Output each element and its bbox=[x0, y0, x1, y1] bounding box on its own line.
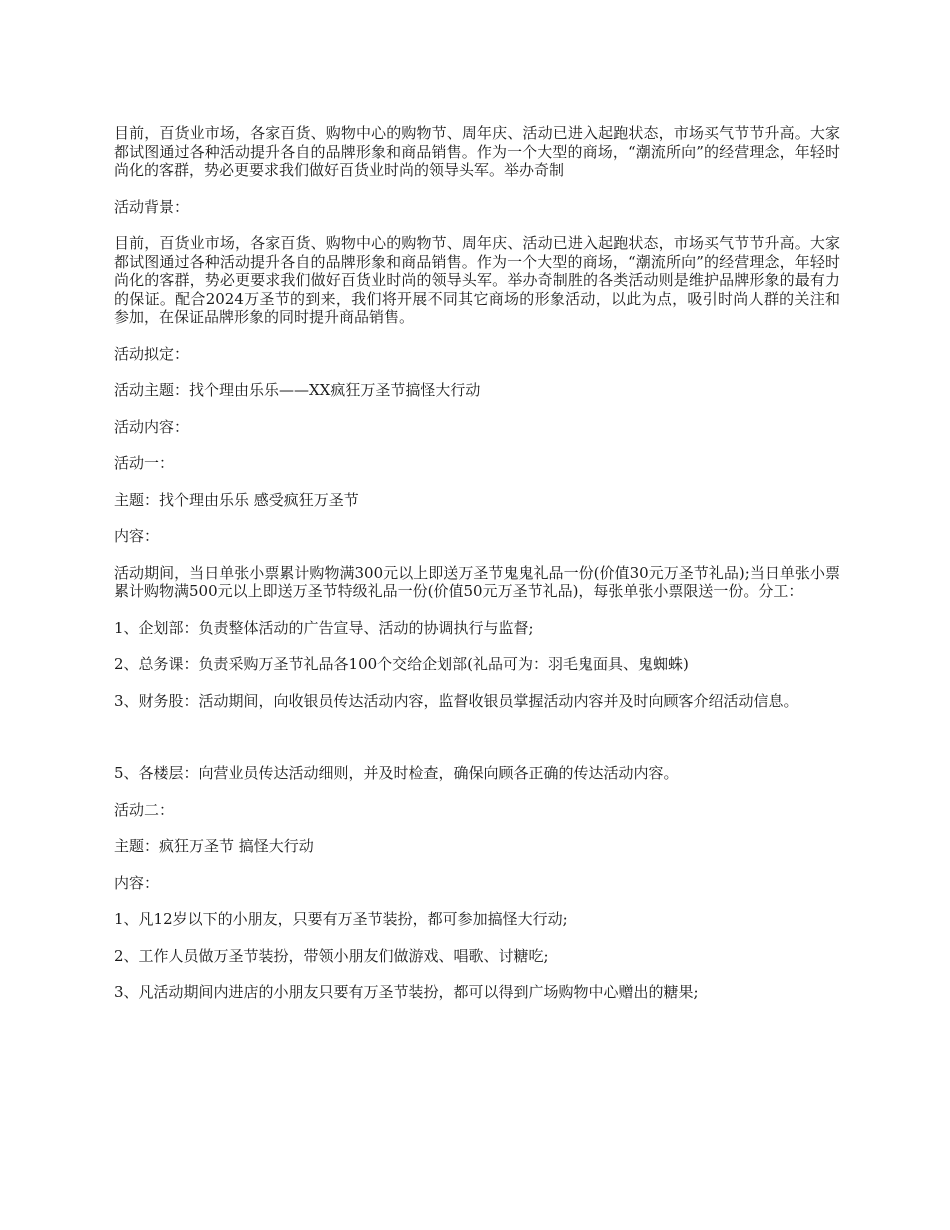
plan-heading: 活动拟定： bbox=[114, 344, 190, 363]
list-item: 2、工作人员做万圣节装扮，带领小朋友们做游戏、唱歌、讨糖吃; bbox=[114, 946, 549, 965]
list-item: 1、凡12岁以下的小朋友，只要有万圣节装扮，都可参加搞怪大行动; bbox=[114, 910, 568, 928]
background-paragraph: 目前，百货业市场，各家百货、购物中心的购物节、周年庆、活动已进入起跑状态，市场买气节节升高。大家都试图通过各种活动提升各自的品牌形象和商品销售。作为一个大型的商场，“潮流所向”的经营理念，年轻时尚化的客群，势必更要求我们做好百货业时尚的领导头军。举办奇制胜的各类活动则是维护品牌形象的最有力的保证。配合2024万圣节的到来，我们将开展不同其它商场的形象活动，以此为点，吸引时尚人群的关注和参加，在保证品牌形象的同时提升商品销售。 bbox=[114, 234, 840, 326]
intro-paragraph: 目前，百货业市场，各家百货、购物中心的购物节、周年庆、活动已进入起跑状态，市场买气节节升高。大家都试图通过各种活动提升各自的品牌形象和商品销售。作为一个大型的商场，“潮流所向”的经营理念，年轻时尚化的客群，势必更要求我们做好百货业时尚的领导头军。举办奇制 bbox=[114, 124, 840, 179]
activity-one-heading: 活动一： bbox=[114, 454, 175, 472]
content-heading: 活动内容： bbox=[114, 417, 190, 436]
activity-two-theme: 主题：疯狂万圣节 搞怪大行动 bbox=[114, 837, 314, 855]
document-page bbox=[114, 124, 840, 1020]
activity-two-heading: 活动二： bbox=[114, 800, 175, 819]
list-item: 3、凡活动期间内进店的小朋友只要有万圣节装扮，都可以得到广场购物中心赠出的糖果; bbox=[114, 983, 699, 1001]
list-item: 2、总务课：负责采购万圣节礼品各100个交给企划部(礼品可为：羽毛鬼面具、鬼蜘蛛) bbox=[114, 655, 689, 673]
list-item: 3、财务股：活动期间，向收银员传达活动内容，监督收银员掌握活动内容并及时向顾客介绍活动信息。 bbox=[114, 691, 799, 710]
activity-two-content-label: 内容： bbox=[114, 873, 160, 892]
theme-line: 活动主题：找个理由乐乐——XX疯狂万圣节搞怪大行动 bbox=[114, 381, 481, 399]
activity-one-theme: 主题：找个理由乐乐 感受疯狂万圣节 bbox=[114, 490, 359, 509]
list-item: 5、各楼层：向营业员传达活动细则，并及时检查，确保向顾各正确的传达活动内容。 bbox=[114, 764, 679, 782]
activity-one-content-label: 内容： bbox=[114, 527, 160, 545]
blank-gap bbox=[114, 728, 840, 764]
activity-one-description: 活动期间，当日单张小票累计购物满300元以上即送万圣节鬼鬼礼品一份(价值30元万圣节礼品);当日单张小票累计购物满500元以上即送万圣节特级礼品一份(价值50元万圣节礼品)，每张单张小票限送一份。分工： bbox=[114, 563, 840, 600]
list-item: 1、企划部：负责整体活动的广告宣导、活动的协调执行与监督; bbox=[114, 618, 534, 637]
background-heading: 活动背景： bbox=[114, 197, 190, 216]
